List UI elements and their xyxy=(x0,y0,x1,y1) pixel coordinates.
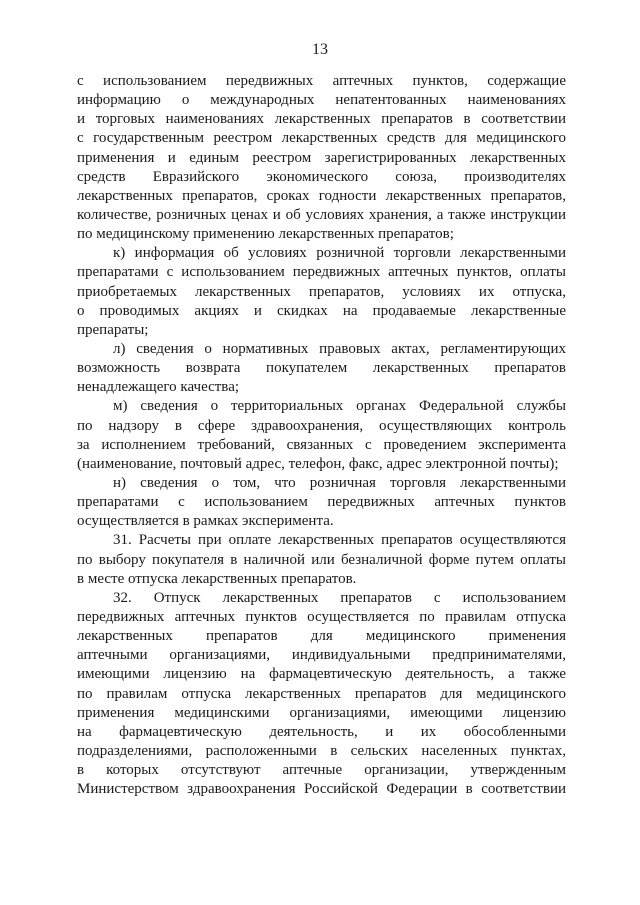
text-line: средств Евразийского экономического союза, производителях xyxy=(77,168,566,185)
text-line: 31. Расчеты при оплате лекарственных препаратов осуществляются xyxy=(113,532,566,549)
text-line: применения и единым реестром зарегистрированных лекарственных xyxy=(77,149,566,166)
text-line: по выбору покупателя в наличной или безналичной форме путем оплаты xyxy=(77,551,566,568)
page-number: 13 xyxy=(312,41,328,58)
text-line: препараты; xyxy=(77,321,149,338)
text-line: Министерством здравоохранения Российской Федерации в соответствии xyxy=(77,781,566,798)
text-line: возможность возврата покупателем лекарственных препаратов xyxy=(77,360,566,377)
text-line: м) сведения о территориальных органах Федеральной службы xyxy=(113,398,566,415)
text-line: и торговых наименованиях лекарственных препаратов в соответствии xyxy=(77,111,566,128)
text-line: л) сведения о нормативных правовых актах, регламентирующих xyxy=(113,340,566,357)
text-line: осуществляется в рамках эксперимента. xyxy=(77,513,334,530)
text-line: за исполнением требований, связанных с проведением эксперимента xyxy=(77,436,566,453)
text-line: применения медицинскими организациями, имеющими лицензию xyxy=(77,704,566,721)
text-line: приобретаемых лекарственных препаратов, условиях их отпуска, xyxy=(77,283,566,300)
document-body-text xyxy=(77,72,566,799)
text-line: (наименование, почтовый адрес, телефон, факс, адрес электронной почты); xyxy=(77,455,559,472)
text-line: ненадлежащего качества; xyxy=(77,379,240,396)
text-line: подразделениями, расположенными в сельских населенных пунктах, xyxy=(77,742,566,759)
text-line: о проводимых акциях и скидках на продаваемые лекарственные xyxy=(77,302,566,319)
text-line: препаратами с использованием передвижных аптечных пунктов, оплаты xyxy=(77,264,566,281)
text-line: лекарственных препаратов для медицинского применения xyxy=(77,628,566,645)
text-line: количестве, розничных ценах и об условиях хранения, а также инструкции xyxy=(77,206,566,223)
text-line: по медицинскому применению лекарственных препаратов; xyxy=(77,226,454,243)
text-line: передвижных аптечных пунктов осуществляется по правилам отпуска xyxy=(77,608,566,625)
text-line: аптечными организациями, индивидуальными предпринимателями, xyxy=(77,647,566,664)
text-line: к) информация об условиях розничной торговли лекарственными xyxy=(113,245,566,262)
text-line: по надзору в сфере здравоохранения, осуществляющих контроль xyxy=(77,417,566,434)
text-line: имеющими лицензию на фармацевтическую деятельность, а также xyxy=(77,666,566,683)
text-line: 32. Отпуск лекарственных препаратов с использованием xyxy=(113,589,566,606)
text-line: в месте отпуска лекарственных препаратов. xyxy=(77,570,357,587)
text-line: препаратами с использованием передвижных аптечных пунктов xyxy=(77,494,566,511)
text-line: лекарственных препаратов, сроках годности лекарственных препаратов, xyxy=(77,187,566,204)
text-line: с государственным реестром лекарственных средств для медицинского xyxy=(77,130,566,147)
text-line: информацию о международных непатентованных наименованиях xyxy=(77,92,566,109)
text-line: с использованием передвижных аптечных пунктов, содержащие xyxy=(77,73,566,89)
text-line: по правилам отпуска лекарственных препаратов для медицинского xyxy=(77,685,566,702)
text-line: н) сведения о том, что розничная торговля лекарственными xyxy=(113,474,566,491)
text-line: на фармацевтическую деятельность, и их обособленными xyxy=(77,723,566,740)
text-line: в которых отсутствуют аптечные организации, утвержденным xyxy=(77,762,566,779)
